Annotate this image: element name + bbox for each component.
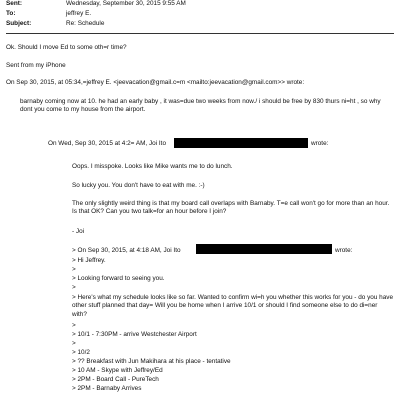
quote-header-joi2-end: wrote: xyxy=(335,247,353,254)
schedule-item: > 2PM - Barnaby Arrives xyxy=(72,385,142,392)
joi-message-line: Oops. I misspoke. Looks like Mike wants me to do lunch. xyxy=(72,163,233,170)
sent-value: Wednesday, September 30, 2015 9:55 AM xyxy=(66,0,186,7)
quote-header-joi-end: wrote: xyxy=(311,140,329,147)
to-row xyxy=(6,10,91,20)
redaction-block xyxy=(174,138,308,148)
sent-label: Sent: xyxy=(6,0,22,7)
quoted-line: > Looking forward to seeing you. xyxy=(72,275,165,282)
subject-row xyxy=(6,20,104,30)
subject-label: Subject: xyxy=(6,20,32,27)
jeffrey-message: barnaby coming now at 10. he had an early baby , it was=due two weeks from now./ i should be free by 830 thurs ni=ht , so why dont you come to my house from the airport. xyxy=(20,98,381,114)
to-value: jeffrey E. xyxy=(66,10,92,17)
sent-row xyxy=(6,0,186,10)
quoted-line: > xyxy=(72,266,76,273)
quoted-line: > Hi Jeffrey. xyxy=(72,257,106,264)
header-divider xyxy=(6,33,394,34)
quoted-line: > xyxy=(72,284,76,291)
schedule-date: > 10/2 xyxy=(72,349,90,356)
quote-header-joi2-start: > On Sep 30, 2015, at 4:18 AM, Joi Ito xyxy=(72,247,181,254)
signature-line: Sent from my iPhone xyxy=(6,62,66,69)
quoted-line: > xyxy=(72,322,76,329)
subject-value: Re: Schedule xyxy=(66,20,105,27)
schedule-item: > 10 AM - Skype with Jeffrey/Ed xyxy=(72,367,163,374)
joi-message-line: So lucky you. You don't have to eat with me. :-) xyxy=(72,182,205,189)
joi-signature: - Joi xyxy=(72,228,85,235)
schedule-item: > ?? Breakfast with Jun Makihara at his place - tentative xyxy=(72,358,231,365)
schedule-item: > 2PM - Board Call - PureTech xyxy=(72,376,159,383)
quoted-paragraph: > Here's what my schedule looks like so far. Wanted to confirm wi=h you whether this works for you - do you have other stuff planned that day= Will you be home when I arrive 10/1 or should I find someone else to do di=ner with? xyxy=(72,294,394,318)
schedule-item: > 10/1 - 7:30PM - arrive Westchester Airport xyxy=(72,331,197,338)
quoted-line: > xyxy=(72,340,76,347)
reply-line: Ok. Should I move Ed to some oth=r time? xyxy=(6,44,127,51)
quote-header-joi-start: On Wed, Sep 30, 2015 at 4:2= AM, Joi Ito xyxy=(48,140,167,147)
joi-message-paragraph: The only slightly weird thing is that my board call overlaps with Barnaby. T=e call won't go for more than an hour. Is that OK? Can you two talk=for an hour before I join? xyxy=(72,200,390,216)
to-label: To: xyxy=(6,10,16,17)
quote-header-jeffrey: On Sep 30, 2015, at 05:34,=jeffrey E. <jeevacation@gmail.c=m <mailto:jeevacation@gmail.com>> wrote: xyxy=(6,79,305,86)
redaction-block xyxy=(196,244,332,254)
